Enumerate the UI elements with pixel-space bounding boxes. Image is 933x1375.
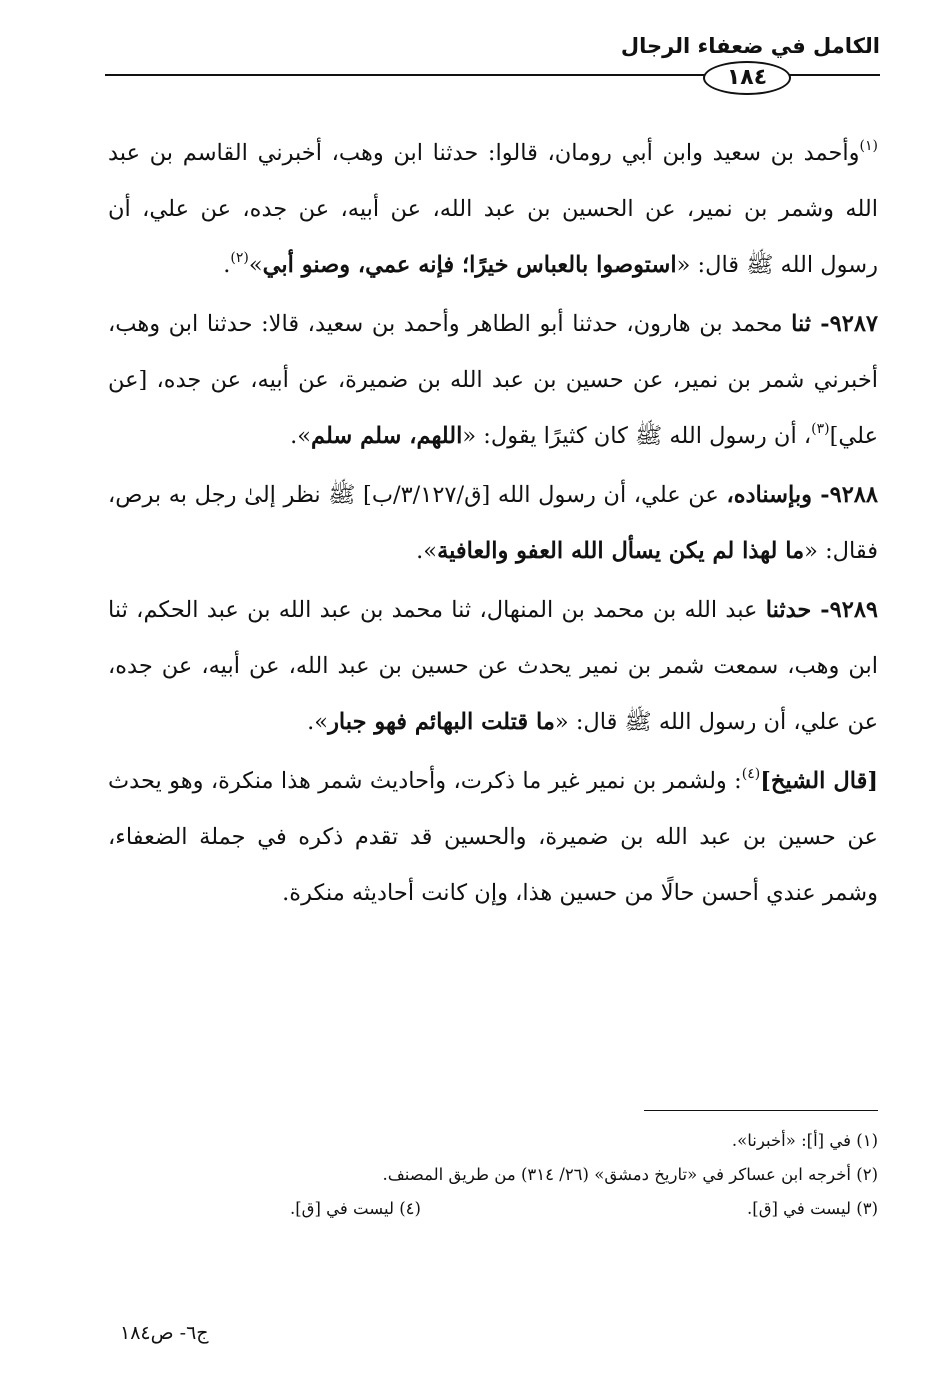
paragraph-sheikh-comment: [108, 753, 878, 921]
hadith-text: ما لهذا لم يكن يسأل الله العفو والعافية: [437, 538, 805, 564]
text: : ولشمر بن نمير غير ما ذكرت، وأحاديث شمر هذا منكرة، وهو يحدث عن حسين بن عبد الله بن ضميرة، والحسين قد تقدم ذكره في جملة الضعفاء، وشمر عندي أحسن حالًا من حسين هذا، وإن كانت أحاديثه منكرة.: [108, 768, 878, 906]
hadith-text: استوصوا بالعباس خيرًا؛ فإنه عمي، وصنو أبي: [262, 252, 677, 278]
text: محمد بن هارون، حدثنا أبو الطاهر وأحمد بن سعيد، قالا: حدثنا ابن وهب، أخبرني شمر بن نمير، عن حسين بن عبد الله بن ضميرة، عن أبيه، عن جده، [عن علي]: [108, 311, 878, 449]
running-header: [105, 34, 880, 98]
text: .: [223, 252, 231, 278]
text: »: [248, 252, 263, 278]
footnote-ref-3: (٣): [811, 421, 830, 437]
footnote-row-3-4: [290, 1192, 878, 1226]
paragraph-9289: [108, 582, 878, 750]
footnote-rule: [644, 1110, 878, 1111]
paragraph-9288: [108, 467, 878, 579]
text: القاسم بن عبد الله وشمر بن نمير، عن الحسين بن عبد الله، عن أبيه، عن جده، عن علي، أن رسول الله ﷺ قال: «: [108, 140, 878, 278]
text: عن علي، أن رسول الله [ق/٣/١٢٧/ب] ﷺ نظر إلىٰ رجل به برص، فقال: «: [108, 482, 878, 564]
footnote-2: (٢) أخرجه ابن عساكر في «تاريخ دمشق» (٢٦/ ٣١٤) من طريق المصنف.: [382, 1165, 878, 1184]
hadith-number: ٩٢٨٨- وبإسناده،: [726, 482, 878, 508]
footnote-4: (٤) ليست في [ق].: [290, 1199, 421, 1218]
text: وأحمد بن سعيد وابن أبي رومان، قالوا: حدثنا ابن وهب، أخبرني: [257, 140, 860, 166]
comment-heading: [قال الشيخ]: [760, 768, 878, 794]
footnote-ref-4: (٤): [741, 766, 761, 782]
text: ».: [416, 538, 438, 564]
book-title: الكامل في ضعفاء الرجال: [620, 34, 880, 58]
text: ».: [307, 709, 329, 735]
footnote-ref-2: (٢): [230, 250, 249, 266]
footnotes: [290, 1124, 878, 1226]
footnote-ref-1: (١): [859, 138, 878, 154]
main-text: [108, 125, 878, 921]
text: ، أن رسول الله ﷺ كان كثيرًا يقول: «: [462, 423, 812, 449]
volume-page-reference: ج٦- ص١٨٤: [120, 1322, 209, 1344]
text: عبد الله بن محمد بن المنهال، ثنا محمد بن عبد الله بن عبد الحكم، ثنا ابن وهب، سمعت شمر بن نمير يحدث عن حسين بن عبد الله، عن أبيه، عن جده، عن علي، أن رسول الله ﷺ قال: «: [108, 597, 878, 735]
footnote-3: (٣) ليست في [ق].: [747, 1199, 878, 1218]
footnote-1: (١) في [أ]: «أخبرنا».: [731, 1131, 878, 1150]
hadith-text: اللهم، سلم سلم: [310, 423, 463, 449]
hadith-number: ٩٢٨٧- ثنا: [791, 311, 878, 337]
page-number-badge: ١٨٤: [703, 61, 791, 95]
hadith-number: ٩٢٨٩- حدثنا: [765, 597, 878, 623]
hadith-text: ما قتلت البهائم فهو جبار: [328, 709, 555, 735]
paragraph-9287: [108, 296, 878, 464]
paragraph-1: [108, 125, 878, 293]
text: ».: [290, 423, 311, 449]
